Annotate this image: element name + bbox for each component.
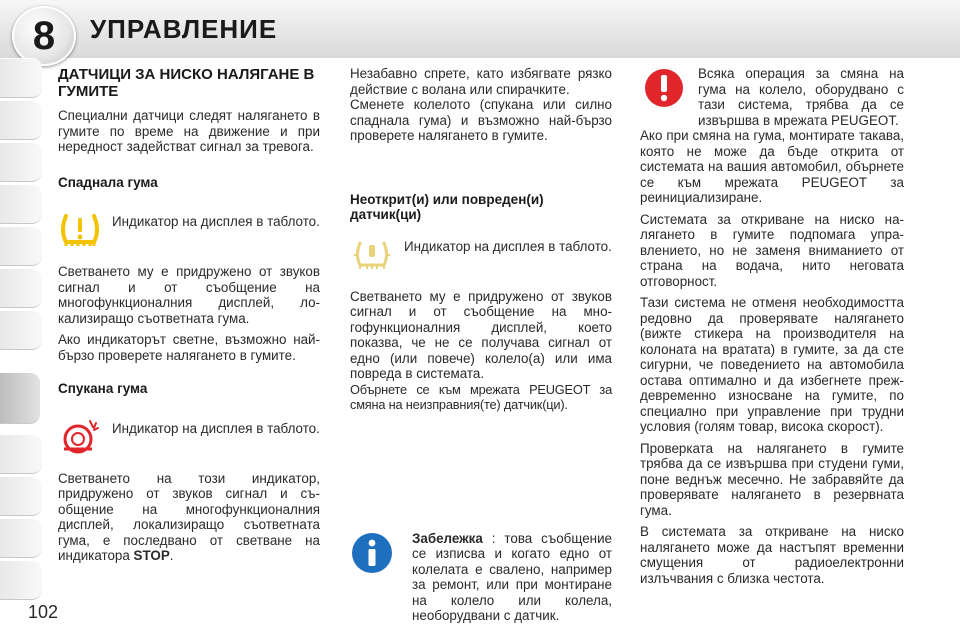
info-icon [350, 531, 394, 575]
danger-exclamation-icon [644, 68, 684, 108]
column-left [58, 66, 320, 564]
sensor-fault-paragraph-1: Светването му е придружено от звуков сигнал и от съобщение на многофункционалния дисплей, което показва, че не се получава сигнал от едно (или повече) колело(а) или има повреда в системата. [350, 288, 612, 381]
flat-tire-indicator-text: Индикатор на дисплея в таблото. [112, 420, 320, 436]
stop-instruction-paragraph: Незабавно спрете, като избягвате рязко действие с волана или спирачките. [350, 66, 612, 97]
stop-label: STOP [133, 548, 170, 563]
sensor-fault-indicator [350, 233, 612, 279]
column-right [640, 66, 904, 586]
sensor-fault-paragraph-2: Обърнете се към мрежата PEUGEOT за смяна на неизправния(те) датчик(ци). [350, 381, 612, 412]
chapter-tab[interactable] [0, 226, 42, 266]
flat-tire-warning-icon [58, 415, 102, 459]
note-block [350, 531, 612, 624]
flat-tire-paragraph [58, 471, 320, 564]
sensor-fault-title: Неоткрит(и) или повреден(и) датчик(ци) [350, 191, 544, 222]
note-label: Забележка [412, 530, 483, 546]
chapter-tab[interactable] [0, 476, 42, 516]
chapter-tab-rail [0, 58, 44, 598]
chapter-tab[interactable] [0, 58, 42, 98]
cold-tire-paragraph: Проверката на налягането в гумите трябва да се извършва при студени гуми, поне веднъж месечно. Не забравяйте да проверявате налягането в резервната гума. [640, 440, 904, 518]
column-middle [350, 66, 612, 624]
chapter-tab[interactable] [0, 184, 42, 224]
low-tire-paragraph-2: Ако индикаторът светне, възможно най-бързо проверете налягането в гумите. [58, 332, 320, 363]
chapter-tab[interactable] [0, 100, 42, 140]
tpms-sensor-fault-icon [350, 233, 394, 277]
flat-tire-text: Светването на този индикатор, придружено от звуков сигнал и съобщение на многофункционалния дисплей, локализиращо съответната гума, е последвано от светване на индикатора [58, 470, 320, 563]
sensor-fault-indicator-text: Индикатор на дисплея в таблото. [404, 238, 612, 254]
danger-warning [640, 66, 904, 128]
page-number: 102 [28, 602, 59, 622]
tire-pressure-warning-icon [58, 208, 102, 252]
low-tire-paragraph-1: Светването му е придружено от звуков сигнал и от съобщение на многофункционалния дисплей, локализиращо съответната гума. [58, 264, 320, 326]
chapter-tab[interactable] [0, 518, 42, 558]
chapter-tab[interactable] [0, 268, 42, 308]
danger-text: Всяка операция за смяна на гума на колело, оборудвано с тази система, трябва да се извършва в мрежата PEUGEOT. [698, 66, 904, 128]
chapter-tab[interactable] [0, 560, 42, 600]
section-title: ДАТЧИЦИ ЗА НИСКО НАЛЯГАНЕ В ГУМИТЕ [58, 66, 315, 100]
reinit-paragraph: Ако при смяна на гума, монтирате такава, която не може да бъде открита от системата на вашия автомобил, обърнете се към мрежата PEUGEOT за реинициализиране. [640, 128, 904, 205]
regular-check-paragraph: Тази система не отменя необходимостта редовно да проверявате налягането (вижте стикера на производителя на колоната на вратата) в гумите, за да сте сигурни, че поведението на автомобила остава оптимално и да избегнете преждевременно износване на гумите, по специално при управление при трудни условия (голям товар, висока скорост). [640, 295, 904, 434]
chapter-tab-active[interactable] [0, 372, 40, 424]
flat-tire-text-end: . [169, 548, 174, 563]
low-tire-indicator [58, 208, 320, 254]
low-tire-indicator-text: Индикатор на дисплея в таблото. [112, 214, 320, 229]
flat-tire-indicator [58, 415, 320, 461]
chapter-title: УПРАВЛЕНИЕ [90, 14, 278, 44]
chapter-tab[interactable] [0, 310, 42, 350]
intro-paragraph: Специални датчици следят налягането в гумите по време на движение и при нередност задействат сигнал за тревога. [58, 108, 320, 154]
system-help-paragraph: Системата за откриване на ниско налягането в гумите подпомага управлението, но не заменя вниманието от страна на водача, нито неговата отговорност. [640, 211, 904, 289]
chapter-tab[interactable] [0, 434, 42, 474]
chapter-number-badge: 8 [12, 6, 76, 66]
low-tire-title: Спаднала гума [58, 174, 158, 190]
note-body: : това съобщение се изписва и когато едно от колелата е свалено, например за ремонт, или при монтиране на колело или колела, необорудвани с датчик. [412, 530, 612, 623]
flat-tire-title: Спукана гума [58, 381, 148, 396]
chapter-tab[interactable] [0, 142, 42, 182]
change-wheel-paragraph: Сменете колелото (спукана или силно спаднала гума) и възможно най-бързо проверете налягането в гумите. [350, 97, 612, 143]
interference-paragraph: В системата за откриване на ниско налягането може да настъпят временни смущения от радиоелектронни излъчвания с близка честота. [640, 524, 904, 586]
